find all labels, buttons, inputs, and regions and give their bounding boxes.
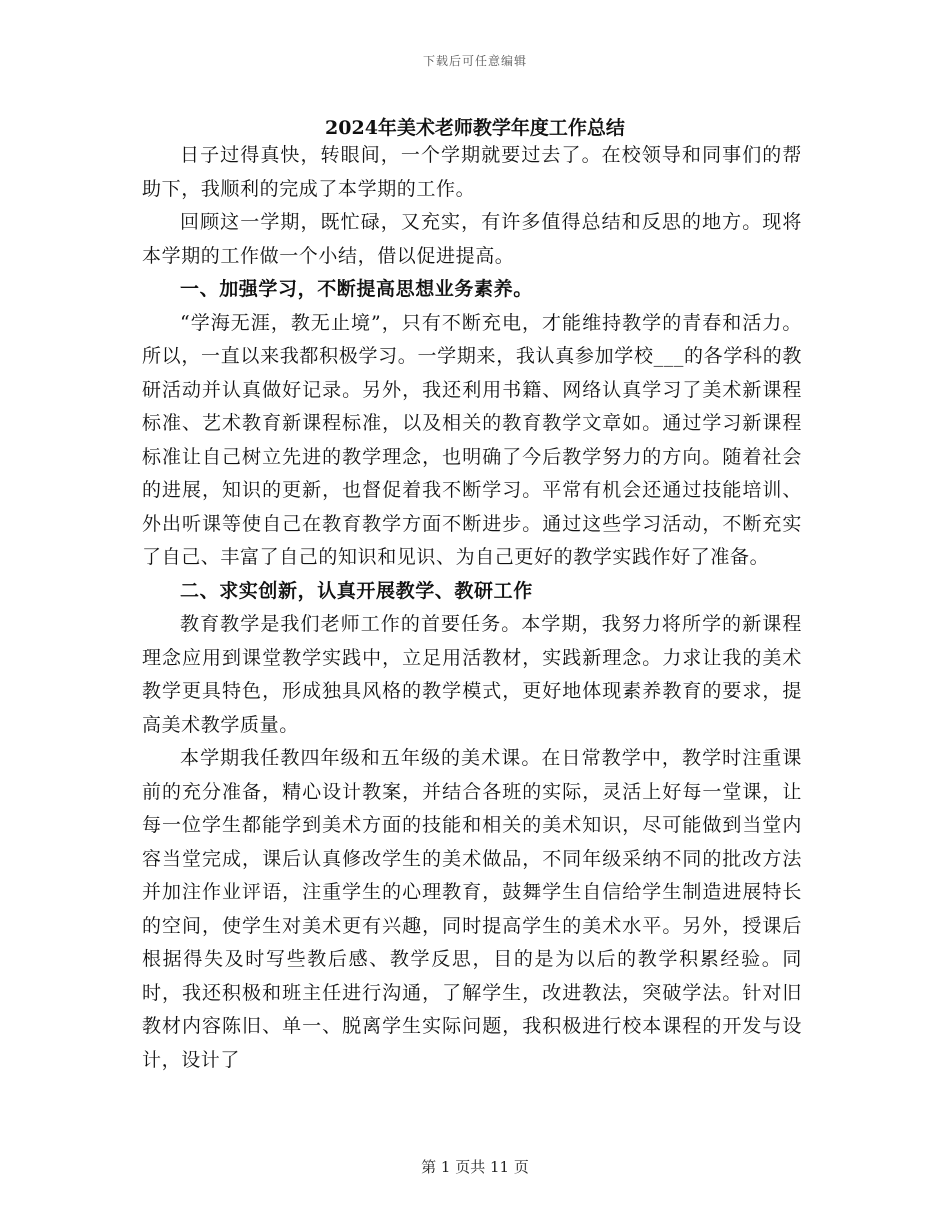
header-note: 下载后可任意编辑 bbox=[422, 54, 527, 68]
section-1-paragraph-1: “学海无涯，教无止境”，只有不断充电，才能维持教学的青春和活力。所以，一直以来我都积极学习。一学期来，我认真参加学校___的各学科的教研活动并认真做好记录。另外，我还利用书籍、网络认真学习了美术新课程标准、艺术教育新课程标准，以及相关的教育教学文章如。通过学习新课程标准让自己树立先进的教学理念，也明确了今后教学努力的方向。随着社会的进展，知识的更新，也督促着我不断学习。平常有机会还通过技能培训、外出听课等使自己在教育教学方面不断进步。通过这些学习活动，不断充实了自己、丰富了自己的知识和见识、为自己更好的教学实践作好了准备。 bbox=[142, 311, 802, 568]
section-1-heading: 一、加强学习，不断提高思想业务素养。 bbox=[180, 278, 533, 300]
section-2-heading: 二、求实创新，认真开展教学、教研工作 bbox=[180, 579, 533, 602]
intro-paragraph-2: 回顾这一学期，既忙碌，又充实，有许多值得总结和反思的地方。现将本学期的工作做一个小结，借以促进提高。 bbox=[142, 211, 802, 267]
intro-paragraph-1: 日子过得真快，转眼间，一个学期就要过去了。在校领导和同事们的帮助下，我顺利的完成了本学期的工作。 bbox=[142, 144, 802, 200]
document-title: 2024年美术老师教学年度工作总结 bbox=[325, 117, 625, 139]
section-2-paragraph-1: 教育教学是我们老师工作的首要任务。本学期，我努力将所学的新课程理念应用到课堂教学实践中，立足用活教材，实践新理念。力求让我的美术教学更具特色，形成独具风格的教学模式，更好地体现素养教育的要求，提高美术教学质量。 bbox=[142, 613, 802, 736]
page-number-footer: 第 1 页共 11 页 bbox=[421, 1158, 529, 1176]
document-body bbox=[142, 139, 802, 1077]
section-2-paragraph-2: 本学期我任教四年级和五年级的美术课。在日常教学中，教学时注重课前的充分准备，精心设计教案，并结合各班的实际，灵活上好每一堂课，让每一位学生都能学到美术方面的技能和相关的美术知识，尽可能做到当堂内容当堂完成，课后认真修改学生的美术做品，不同年级采纳不同的批改方法并加注作业评语，注重学生的心理教育，鼓舞学生自信给学生制造进展特长的空间，使学生对美术更有兴趣，同时提高学生的美术水平。另外，授课后根据得失及时写些教后感、教学反思，目的是为以后的教学积累经验。同时，我还积极和班主任进行沟通，了解学生，改进教法，突破学法。针对旧教材内容陈旧、单一、脱离学生实际问题，我积极进行校本课程的开发与设计，设计了 bbox=[142, 747, 802, 1071]
